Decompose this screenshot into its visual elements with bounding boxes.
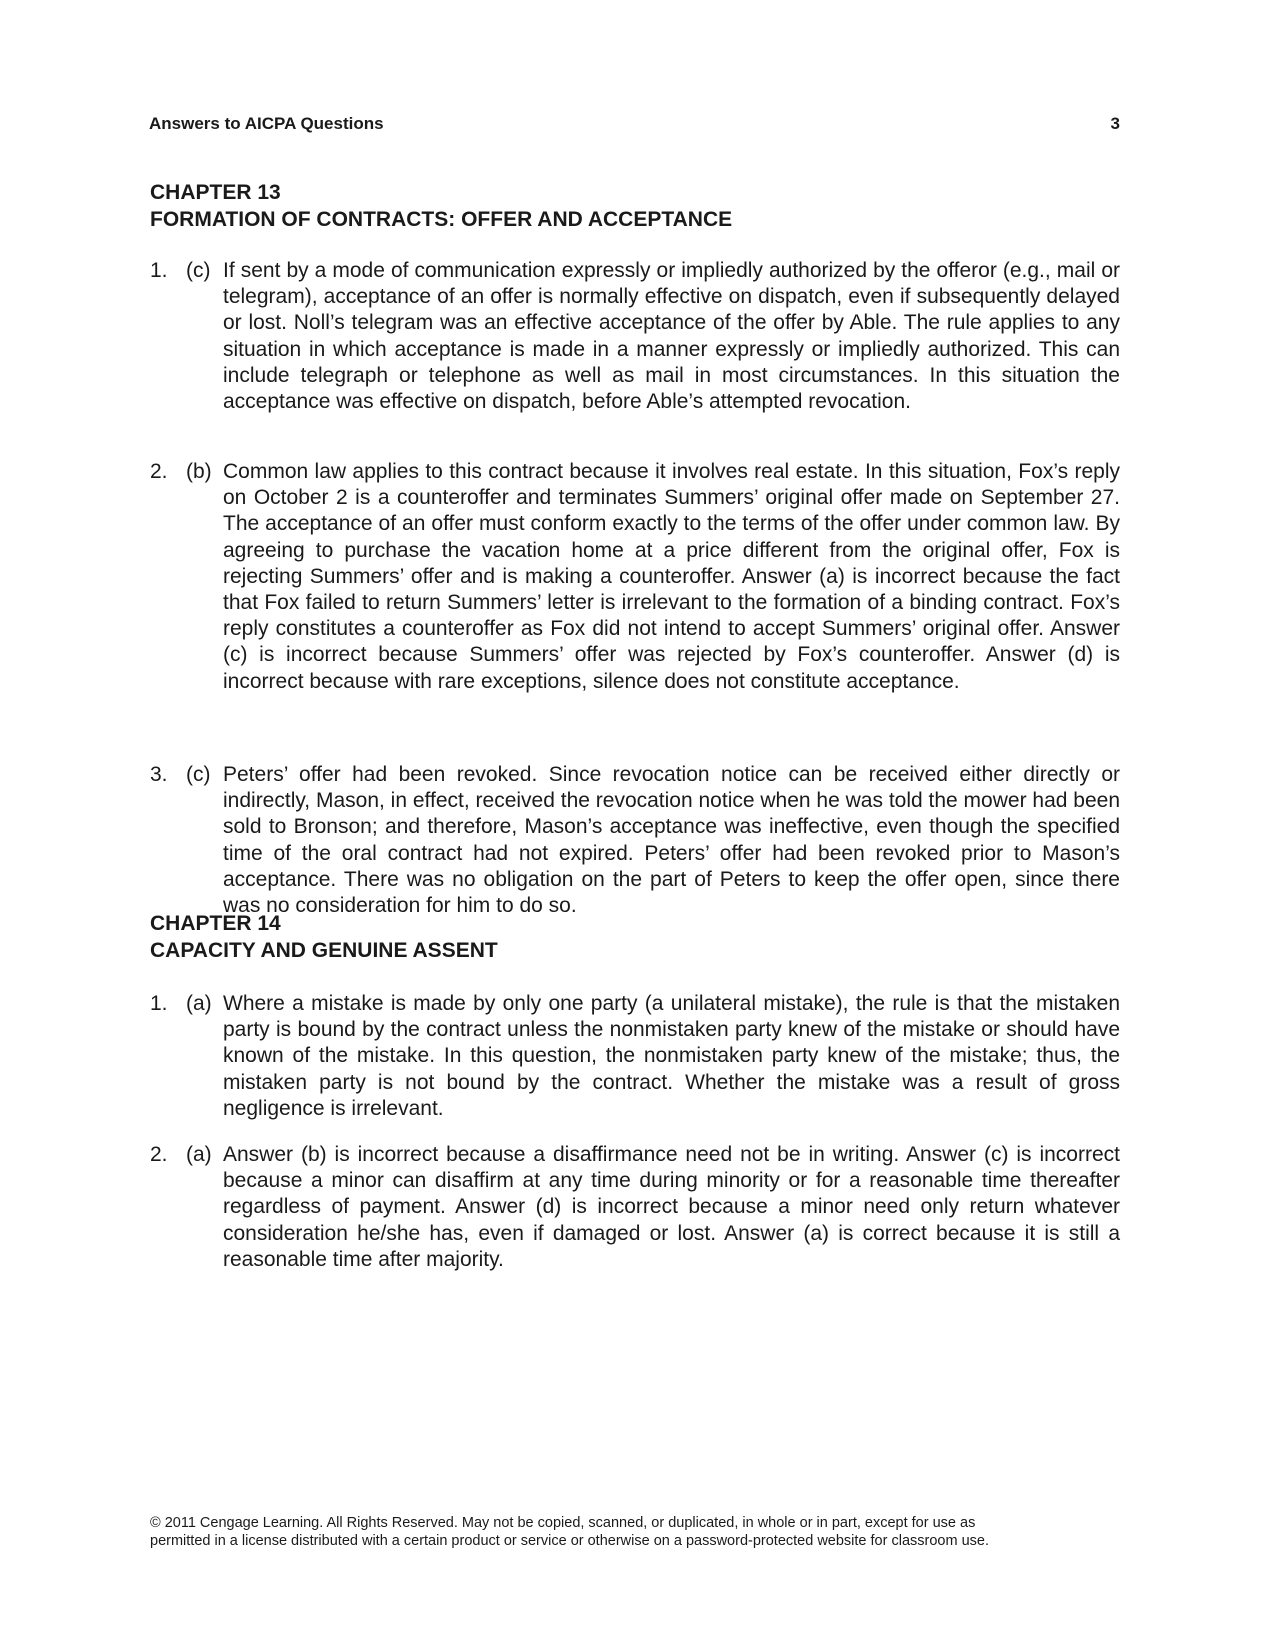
answer-letter: (a) <box>186 1143 212 1166</box>
answer-text: Peters’ offer had been revoked. Since revocation notice can be received either directly or indirectly, Mason, in effect, received the revocation notice when he was told the mower had been sold to Bronson; and therefore, Mason’s acceptance was ineffective, even though the specified time of the oral contract had not expired. Peters’ offer had been revoked prior to Mason’s acceptance. There was no obligation on the part of Peters to keep the offer open, since there was no consideration for him to do so. <box>223 763 1120 918</box>
copyright-line: permitted in a license distributed with a certain product or service or otherwise on a password-protected website for classroom use. <box>150 1532 989 1549</box>
answer-number: 1. <box>150 259 168 282</box>
answer-item <box>150 258 1120 415</box>
chapter-14-heading <box>150 910 1140 964</box>
answer-text: Answer (b) is incorrect because a disaffirmance need not be in writing. Answer (c) is incorrect because a minor can disaffirm at any time during minority or for a reasonable time thereafter regardless of payment. Answer (d) is incorrect because a minor need only return whatever consideration he/she has, even if damaged or lost. Answer (a) is correct because it is still a reasonable time after majority. <box>223 1143 1120 1271</box>
answer-text: Common law applies to this contract because it involves real estate. In this situation, Fox’s reply on October 2 is a counteroffer and terminates Summers’ original offer made on September 27. The acceptance of an offer must conform exactly to the terms of the offer under common law. By agreeing to purchase the vacation home at a price different from the original offer, Fox is rejecting Summers’ offer and is making a counteroffer. Answer (a) is incorrect because the fact that Fox failed to return Summers’ letter is irrelevant to the formation of a binding contract. Fox’s reply constitutes a counteroffer as Fox did not intend to accept Summers’ original offer. Answer (c) is incorrect because Summers’ offer was rejected by Fox’s counteroffer. Answer (d) is incorrect because with rare exceptions, silence does not constitute acceptance. <box>223 460 1120 693</box>
copyright-line: © 2011 Cengage Learning. All Rights Reserved. May not be copied, scanned, or duplicated, in whole or in part, except for use as <box>150 1515 976 1531</box>
answer-item <box>150 991 1120 1122</box>
answer-letter: (c) <box>186 259 211 282</box>
answer-text: Where a mistake is made by only one party (a unilateral mistake), the rule is that the mistaken party is bound by the contract unless the nonmistaken party knew of the mistake or should have known of the mistake. In this question, the nonmistaken party knew of the mistake; thus, the mistaken party is not bound by the contract. Whether the mistake was a result of gross negligence is irrelevant. <box>223 992 1120 1120</box>
copyright-footer <box>150 1515 1130 1550</box>
answer-letter: (a) <box>186 992 212 1015</box>
answer-number: 2. <box>150 460 168 483</box>
answer-number: 3. <box>150 763 168 786</box>
page-number: 3 <box>1110 114 1120 133</box>
answer-text: If sent by a mode of communication expressly or impliedly authorized by the offeror (e.g., mail or telegram), acceptance of an offer is normally effective on dispatch, even if subsequently delayed or lost. Noll’s telegram was an effective acceptance of the offer by Able. The rule applies to any situation in which acceptance is made in a manner expressly or impliedly authorized. This can include telegraph or telephone as well as mail in most circumstances. In this situation the acceptance was effective on dispatch, before Able’s attempted revocation. <box>223 259 1120 414</box>
chapter-title: FORMATION OF CONTRACTS: OFFER AND ACCEPTANCE <box>150 208 733 231</box>
answer-letter: (b) <box>186 460 212 483</box>
answer-item <box>150 1142 1120 1273</box>
answer-item <box>150 459 1120 695</box>
answer-letter: (c) <box>186 763 211 786</box>
chapter-number: CHAPTER 13 <box>150 181 281 204</box>
answer-number: 2. <box>150 1143 168 1166</box>
chapter-title: CAPACITY AND GENUINE ASSENT <box>150 939 498 962</box>
chapter-number: CHAPTER 14 <box>150 912 281 935</box>
answer-number: 1. <box>150 992 168 1015</box>
running-title: Answers to AICPA Questions <box>149 114 384 133</box>
chapter-13-heading <box>150 179 1140 233</box>
answer-item <box>150 762 1120 919</box>
